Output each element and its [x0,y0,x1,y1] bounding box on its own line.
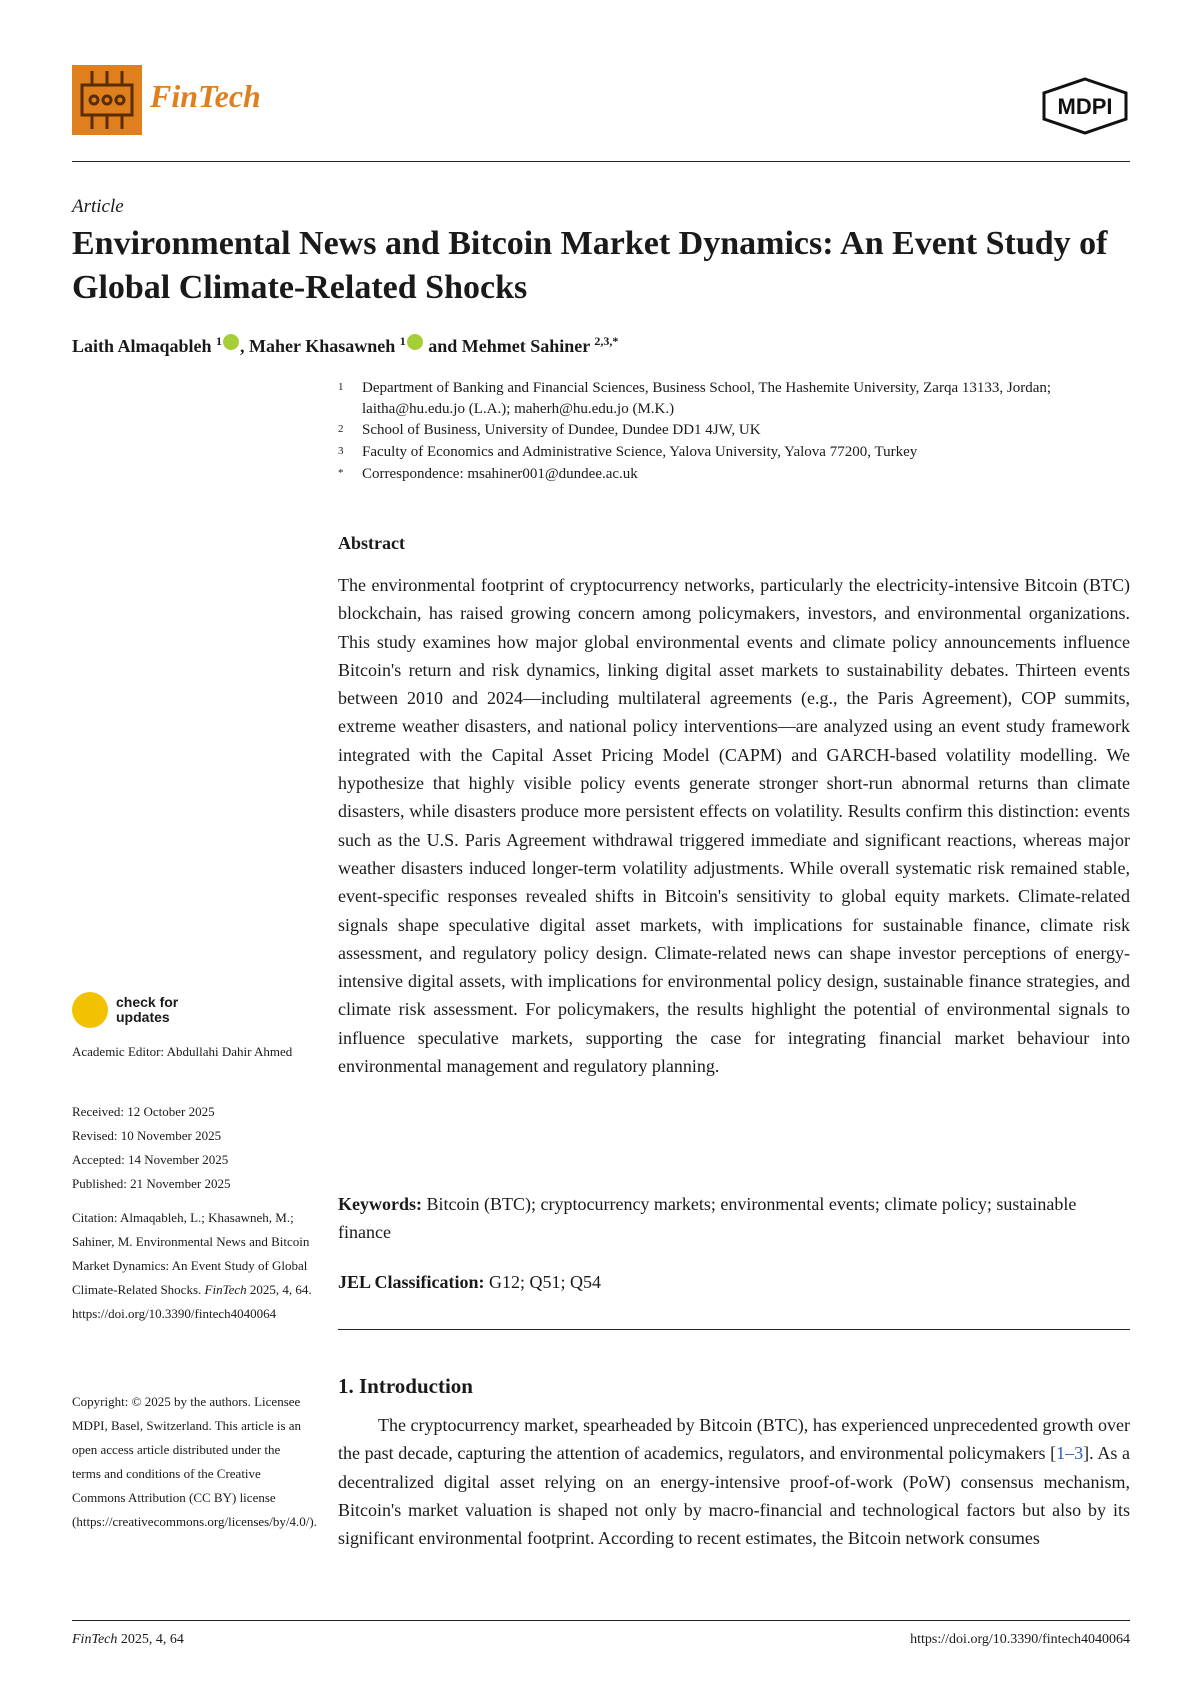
citation-text: Almaqableh, L.; Khasawneh, M.; Sahiner, M. Environmental News and Bitcoin Market Dynamics: An Event Study of Global Climate-Related Shocks. [72,1210,310,1297]
citation-label: Citation: [72,1210,118,1225]
revised-date: Revised: 10 November 2025 [72,1128,222,1143]
section-heading: 1. Introduction [338,1374,473,1398]
published-date: Published: 21 November 2025 [72,1176,231,1191]
citation-link[interactable]: 1–3 [1056,1443,1084,1464]
keywords-label: Keywords: [338,1194,422,1214]
academic-editor: Academic Editor: Abdullahi Dahir Ahmed [72,1044,293,1059]
article-title: Environmental News and Bitcoin Market Dynamics: An Event Study of Global Climate-Related Shocks [72,225,1108,306]
citation-block [72,1206,312,1326]
author-affiliation-mark: 1 [399,334,406,348]
author-name: Mehmet Sahiner [461,336,590,356]
affiliation-text: Faculty of Economics and Administrative Science, Yalova University, Yalova 77200, Turkey [362,444,918,460]
check-icon [72,992,108,1028]
orcid-icon[interactable] [407,334,423,350]
affiliation-mark: 3 [338,445,344,457]
affiliation-text: School of Business, University of Dundee, Dundee DD1 4JW, UK [362,422,761,438]
author-name: Maher Khasawneh [249,336,396,356]
jel-classification [338,1272,601,1293]
received-date: Received: 12 October 2025 [72,1104,215,1119]
keywords [338,1190,1130,1246]
footer-journal: FinTech [72,1632,118,1647]
footer-doi-link[interactable]: https://doi.org/10.3390/fintech4040064 [910,1632,1130,1647]
author-list: Laith Almaqableh $^1$ , Maher Khasawneh $^1$ and Mehmet Sahiner $^{2,3,*}$ [72,334,619,356]
affiliation-mark: 1 [338,381,344,393]
author-affiliation-mark: 2,3,* [594,334,619,348]
footer-divider [72,1620,1130,1621]
affiliation-mark: * [338,467,344,479]
author-name: Laith Almaqableh [72,336,212,356]
header-divider [72,161,1130,162]
author-affiliation-mark: 1 [216,334,223,348]
author-conjunction: and [428,336,458,356]
article-type: Article [72,196,124,217]
abstract-text: The environmental footprint of cryptocurrency networks, particularly the electricity-intensive Bitcoin (BTC) blockchain, has raised growing concern among policymakers, investors, and environmental organizations. This study examines how major global environmental events and climate policy announcements influence Bitcoin's return and risk dynamics, linking digital asset markets to sustainability debates. Thirteen events between 2010 and 2024—including multilateral agreements (e.g., the Paris Agreement), COP summits, extreme weather disasters, and national policy interventions—are analyzed using an event study framework integrated with the Capital Asset Pricing Model (CAPM) and GARCH-based volatility modelling. We hypothesize that highly visible policy events generate stronger short-run abnormal returns than climate disasters, while disasters produce more persistent effects on volatility. Results confirm this distinction: events such as the U.S. Paris Agreement withdrawal triggered immediate and significant reactions, whereas major weather disasters induced longer-term volatility adjustments. While overall systematic risk remained stable, event-specific responses revealed shifts in Bitcoin's sensitivity to global equity markets. Climate-related signals shape speculative digital asset markets, with implications for sustainable finance, climate risk assessment, and regulatory policy design. Climate-related news can shape investor perceptions of energy-intensive digital assets, with implications for environmental policy design, sustainable finance strategies, and climate risk assessment. For policymakers, the results highlight the potential of environmental signals to influence speculative markets, supporting the case for integrating financial market behaviour into environmental management and regulatory planning. [338,575,1130,1077]
abstract-heading: Abstract [338,533,405,553]
citation-reference[interactable]: 2025, 4, 64. https://doi.org/10.3390/fintech4040064 [72,1282,312,1321]
check-updates-line: check for [116,994,179,1010]
orcid-icon[interactable] [223,334,239,350]
correspondence: Correspondence: msahiner001@dundee.ac.uk [362,466,638,482]
footer-reference: 2025, 4, 64 [120,1632,184,1647]
footer-citation [72,1632,184,1648]
affiliation-mark: 2 [338,423,344,435]
section-divider [338,1329,1130,1330]
mdpi-logo-icon[interactable] [1040,77,1130,135]
jel-codes: G12; Q51; Q54 [489,1272,602,1292]
journal-name[interactable]: FinTech [150,78,261,114]
introduction-text [338,1411,1130,1552]
affiliation-text: Department of Banking and Financial Sciences, Business School, The Hashemite University, Zarqa 13133, Jordan; laitha@hu.edu.jo (L.A.); maherh@hu.edu.jo (M.K.) [362,380,1052,417]
accepted-date: Accepted: 14 November 2025 [72,1152,229,1167]
check-for-updates-badge[interactable] [72,992,178,1028]
copyright-notice: Copyright: © 2025 by the authors. Licensee MDPI, Basel, Switzerland. This article is an open access article distributed under the terms and conditions of the Creative Commons Attribution (CC BY) license (https://creativecommons.org/licenses/by/4.0/). [72,1394,317,1529]
intro-text-part: The cryptocurrency market, spearheaded by Bitcoin (BTC), has experienced unprecedented growth over the past decade, capturing the attention of academics, regulators, and environmental policymakers [ [338,1415,1130,1464]
journal-logo-icon [72,65,142,135]
keywords-text: Bitcoin (BTC); cryptocurrency markets; environmental events; climate policy; sustainable finance [338,1194,1077,1242]
intro-text-part: ]. As a decentralized digital asset relying on an energy-intensive proof-of-work (PoW) consensus mechanism, Bitcoin's market valuation is shaped not only by macro-financial and technological factors but also by its significant environmental footprint. According to recent estimates, the Bitcoin network consumes [338,1443,1130,1549]
citation-journal: FinTech [204,1282,247,1297]
check-updates-line: updates [116,1009,170,1025]
jel-label: JEL Classification: [338,1272,485,1292]
mdpi-logo-text: MDPI [1057,94,1113,119]
